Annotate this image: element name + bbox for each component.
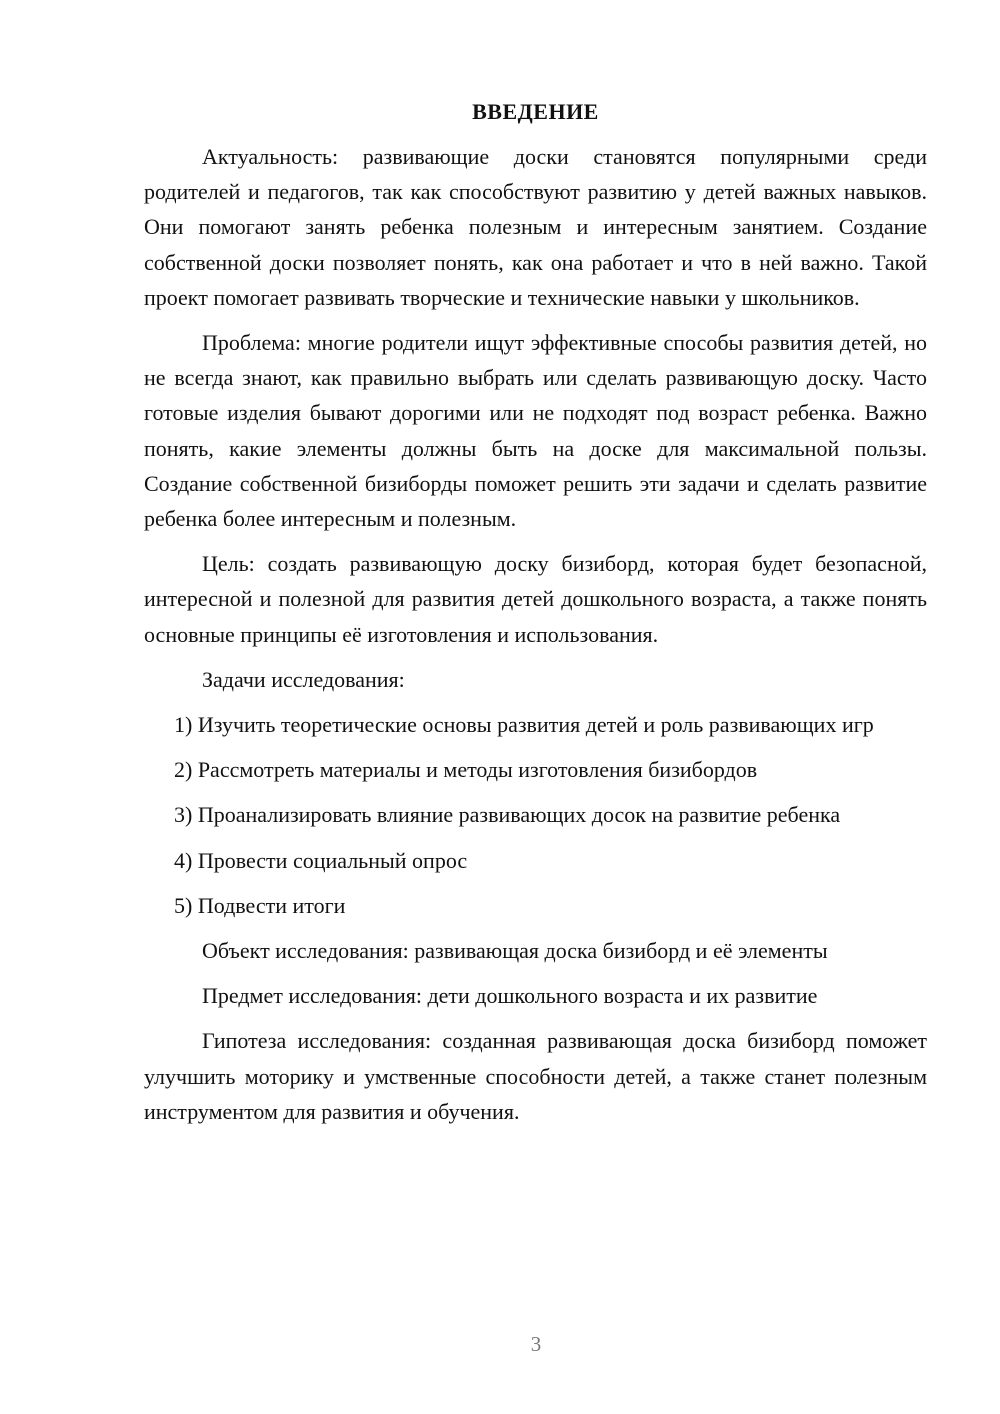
problem-paragraph: Проблема: многие родители ищут эффективные способы развития детей, но не всегда знают, как правильно выбрать или сделать развивающую доску. Часто готовые изделия бывают дорогими или не подходят под возраст ребенка. Важно понять, какие элементы должны быть на доске для максимальной пользы. Создание собственной бизиборды поможет решить эти задачи и сделать развитие ребенка более интересным и полезным.: [144, 330, 927, 532]
list-item: 3) Проанализировать влияние развивающих досок на развитие ребенка: [174, 802, 841, 828]
page-number: 3: [530, 1332, 542, 1356]
hypothesis-paragraph: Гипотеза исследования: созданная развивающая доска бизиборд поможет улучшить моторику и умственные способности детей, а также станет полезным инструментом для развития и обучения.: [144, 1028, 927, 1124]
tasks-list: [144, 707, 927, 923]
goal-paragraph: Цель: создать развивающую доску бизиборд, которая будет безопасной, интересной и полезной для развития детей дошкольного возраста, а также понять основные принципы её изготовления и использования.: [144, 551, 927, 647]
relevance-paragraph: Актуальность: развивающие доски становятся популярными среди родителей и педагогов, так как способствуют развитию у детей важных навыков. Они помогают занять ребенка полезным и интересным занятием. Создание собственной доски позволяет понять, как она работает и что в ней важно. Такой проект помогает развивать творческие и технические навыки у школьников.: [144, 144, 927, 310]
page-heading: ВВЕДЕНИЕ: [472, 99, 599, 124]
list-item: 1) Изучить теоретические основы развития детей и роль развивающих игр: [174, 712, 874, 738]
list-item: 4) Провести социальный опрос: [174, 847, 468, 873]
subject-paragraph: Предмет исследования: дети дошкольного возраста и их развитие: [202, 983, 818, 1009]
list-item: 5) Подвести итоги: [174, 892, 346, 918]
object-paragraph: Объект исследования: развивающая доска бизиборд и её элементы: [202, 938, 828, 964]
document-page: [144, 94, 927, 1139]
list-item: 2) Рассмотреть материалы и методы изготовления бизибордов: [174, 757, 758, 783]
tasks-title: Задачи исследования:: [202, 666, 405, 692]
